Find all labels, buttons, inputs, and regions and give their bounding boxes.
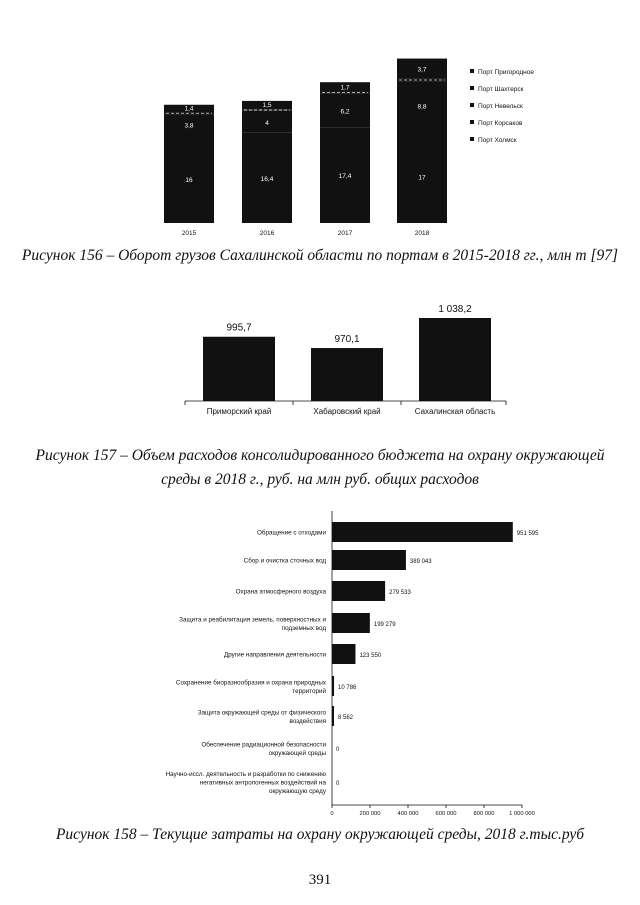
- x-tick-label: 400 000: [397, 811, 419, 817]
- legend-swatch: [470, 86, 474, 90]
- category-label: Научно-иссл. деятельность и разработки по снижению: [165, 771, 326, 778]
- chart-current-costs: [0, 505, 640, 820]
- figure-157-caption: [0, 444, 640, 492]
- bar-2: [332, 550, 406, 570]
- bar-6: [332, 676, 334, 696]
- legend-swatch: [470, 137, 474, 141]
- x-tick-label: 2016: [259, 230, 275, 237]
- bar-3: [419, 318, 491, 401]
- bar-value-label: 389 043: [409, 559, 432, 565]
- bar-value-label: 6,2: [340, 108, 350, 116]
- bar-value-label: 17,4: [338, 173, 352, 181]
- legend-entry: Порт Невельск: [478, 103, 523, 110]
- bar-value-label: 951 595: [516, 531, 539, 537]
- bar-7: [332, 706, 334, 726]
- bar-value-label: 123 550: [359, 653, 382, 659]
- bar-value-label: 4: [265, 119, 269, 127]
- legend-swatch: [470, 120, 474, 124]
- x-tick-label: Приморский край: [206, 407, 272, 416]
- bar-value-label: 995,7: [226, 322, 252, 334]
- x-tick-label: 800 000: [473, 811, 495, 817]
- legend-entry: Порт Холмск: [478, 137, 517, 144]
- bar-value-label: 8,8: [417, 103, 427, 111]
- x-tick-label: Хабаровский край: [313, 407, 381, 416]
- bar-value-label: 3,8: [184, 122, 194, 130]
- x-tick-label: 200 000: [359, 811, 381, 817]
- category-label: негативных антропогенных воздействий на: [199, 779, 326, 787]
- bar-value-label: 970,1: [334, 334, 360, 346]
- category-label: окружающей среды: [268, 749, 326, 757]
- bar-value-label: 1,4: [184, 105, 194, 113]
- chart-budget-expenses: [0, 298, 640, 433]
- bar-value-label: 16: [185, 177, 193, 184]
- bar-2: [311, 348, 383, 401]
- figure-158-caption: Рисунок 158 – Текущие затраты на охрану окружающей среды, 2018 г.тыс.руб: [55, 826, 585, 843]
- category-label: окружающую среду: [268, 788, 326, 795]
- bar-value-label: 3,7: [417, 66, 427, 74]
- legend-entry: Порт Пригородное: [478, 69, 535, 76]
- legend-entry: Порт Шахтерск: [478, 86, 524, 93]
- bar-value-label: 0: [336, 747, 340, 753]
- bar-value-label: 0: [336, 781, 340, 787]
- chart-cargo-turnover: [0, 58, 640, 248]
- x-tick-label: 600 000: [435, 811, 457, 817]
- x-tick-label: 1 000 000: [509, 811, 535, 817]
- figure-157-caption-line-1: Рисунок 157 – Объем расходов консолидированного бюджета на охрану окружающей: [35, 447, 605, 464]
- bar-1: [203, 337, 275, 401]
- category-label: Обеспечение радиационной безопасности: [201, 741, 326, 749]
- figure-156-caption: Рисунок 156 – Оборот грузов Сахалинской области по портам в 2015-2018 гг., млн т [97]: [21, 247, 619, 264]
- category-label: Защита и реабилитация земель, поверхностных и: [179, 616, 326, 624]
- legend-entry: Порт Корсаков: [478, 120, 523, 127]
- x-tick-label: Сахалинская область: [414, 407, 496, 416]
- figure-157-caption-line-2: среды в 2018 г., руб. на млн руб. общих расходов: [161, 471, 479, 488]
- bar-value-label: 1,5: [262, 102, 272, 110]
- bar-4: [332, 613, 370, 633]
- x-tick-label: 2017: [337, 230, 353, 237]
- x-tick-label: 2018: [414, 230, 430, 237]
- category-label: территорий: [292, 687, 326, 695]
- x-tick-label: 0: [330, 811, 334, 817]
- legend-swatch: [470, 103, 474, 107]
- bar-value-label: 279 533: [389, 590, 411, 596]
- category-label: Сбор и очистка сточных вод: [243, 557, 326, 565]
- bar-5: [332, 644, 355, 664]
- bar-value-label: 16,4: [260, 175, 274, 183]
- bar-value-label: 1 038,2: [438, 304, 472, 315]
- category-label: воздействия: [289, 717, 326, 725]
- category-label: Обращение с отходами: [257, 529, 326, 537]
- bar-value-label: 1,7: [340, 84, 350, 92]
- x-tick-label: 2015: [181, 230, 197, 237]
- category-label: Защита окружающей среды от физического: [197, 709, 326, 717]
- page-number: 391: [308, 872, 332, 888]
- bar-value-label: 10 786: [338, 685, 357, 691]
- category-label: Охрана атмосферного воздуха: [235, 588, 326, 596]
- bar-value-label: 199 279: [373, 622, 396, 628]
- bar-value-label: 17: [418, 174, 426, 182]
- category-label: подземных вод: [281, 624, 326, 632]
- category-label: Другие направления деятельности: [223, 651, 326, 659]
- bar-3: [332, 581, 385, 601]
- legend-swatch: [470, 69, 474, 73]
- category-label: Сохранение биоразнообразия и охрана природных: [175, 679, 326, 687]
- bar-value-label: 8 562: [338, 715, 354, 721]
- bar-1: [332, 522, 513, 542]
